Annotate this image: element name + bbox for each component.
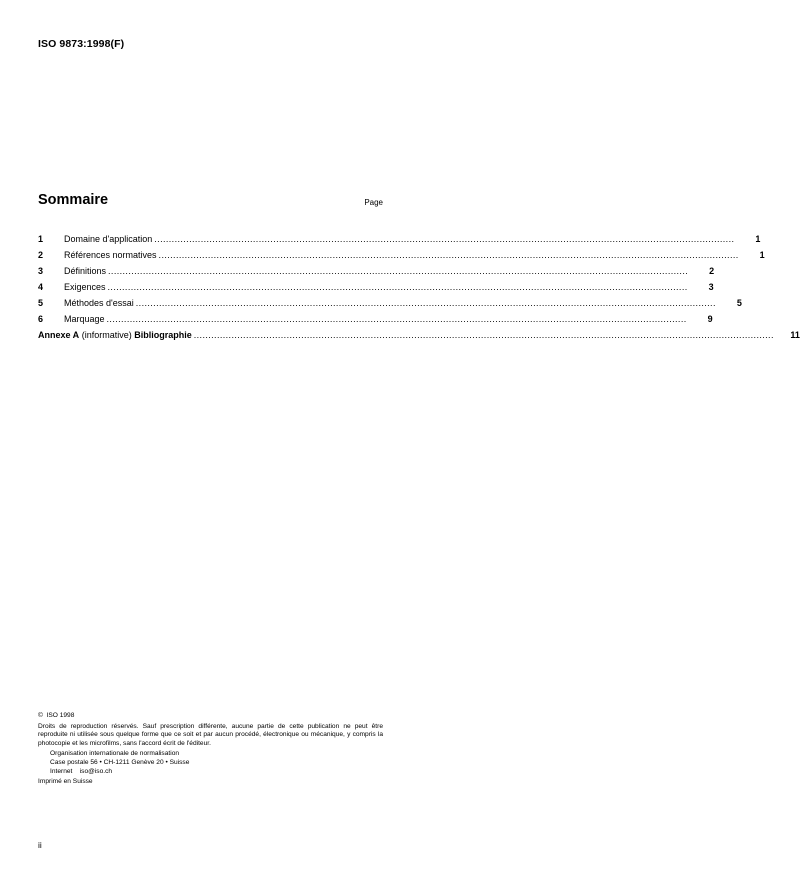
toc-entry-4[interactable] [38, 279, 714, 295]
document-reference: ISO 9873:1998(F) [38, 38, 125, 50]
toc-entry-2[interactable] [38, 247, 765, 263]
annex-label: Annexe A [38, 330, 80, 340]
toc-entry-1[interactable] [38, 231, 761, 247]
toc-entry-page: 1 [759, 250, 765, 260]
annex-qualifier: (informative) [81, 330, 132, 340]
table-of-contents [38, 231, 800, 343]
toc-entry-title[interactable]: Domaine d'application [64, 234, 153, 244]
copyright-line [38, 712, 383, 721]
toc-entry-page: 9 [707, 314, 713, 324]
toc-entry-title[interactable]: Références normatives [64, 250, 157, 260]
toc-leader-dots: ........................................................................................................................................................................................................ [108, 266, 689, 276]
toc-annex-title[interactable] [38, 327, 192, 343]
toc-entry-number: 3 [38, 266, 44, 276]
toc-entry-3[interactable] [38, 263, 715, 279]
printed-in: Imprimé en Suisse [38, 778, 93, 786]
page-number: ii [38, 840, 42, 850]
copyright-year: ISO 1998 [46, 712, 75, 719]
toc-heading: Sommaire [38, 192, 109, 208]
toc-entry-page: 2 [709, 266, 715, 276]
postal-address: Case postale 56 • CH-1211 Genève 20 • Suisse [50, 758, 190, 766]
toc-page-label: Page [364, 198, 383, 207]
toc-entry-page: 3 [708, 282, 714, 292]
copyright-block [38, 712, 383, 787]
email-link[interactable]: iso@iso.ch [79, 767, 113, 775]
toc-leader-dots: ........................................................................................................................................................................................................ [135, 298, 716, 308]
organization-name: Organisation internationale de normalisation [50, 750, 180, 758]
toc-entry-page: 5 [736, 298, 742, 308]
toc-entry-annex-a[interactable] [38, 327, 800, 343]
toc-entry-page: 11 [790, 330, 800, 340]
toc-entry-number: 1 [38, 234, 44, 244]
toc-entry-title[interactable]: Marquage [64, 314, 105, 324]
toc-entry-title[interactable]: Méthodes d'essai [64, 298, 134, 308]
toc-entry-number: 6 [38, 314, 44, 324]
toc-entry-title[interactable]: Exigences [64, 282, 106, 292]
publisher-address [38, 750, 383, 776]
toc-leader-dots: ........................................................................................................................................................................................................ [106, 314, 687, 324]
toc-leader-dots: ........................................................................................................................................................................................................ [158, 250, 739, 260]
internet-label: Internet [50, 767, 73, 775]
toc-entry-5[interactable] [38, 295, 742, 311]
toc-entry-title[interactable]: Définitions [64, 266, 107, 276]
toc-leader-dots: ........................................................................................................................................................................................................ [193, 330, 774, 340]
annex-title: Bibliographie [134, 330, 192, 340]
toc-entry-number: 4 [38, 282, 44, 292]
toc-entry-number: 2 [38, 250, 44, 260]
toc-leader-dots: ........................................................................................................................................................................................................ [107, 282, 688, 292]
rights-notice: Droits de reproduction réservés. Sauf prescription différente, aucune partie de cette publication ne peut être reproduite ni utilisée sous quelque forme que ce soit et par aucun procédé, électronique ou mécanique, y compris la photocopie et les microfilms, sans l'accord écrit de l'éditeur. [38, 722, 383, 747]
internet-line [50, 768, 383, 777]
toc-entry-number: 5 [38, 298, 44, 308]
copyright-symbol: © [38, 712, 43, 719]
toc-leader-dots: ........................................................................................................................................................................................................ [154, 234, 735, 244]
toc-entry-6[interactable] [38, 311, 713, 327]
toc-entry-page: 1 [755, 234, 761, 244]
